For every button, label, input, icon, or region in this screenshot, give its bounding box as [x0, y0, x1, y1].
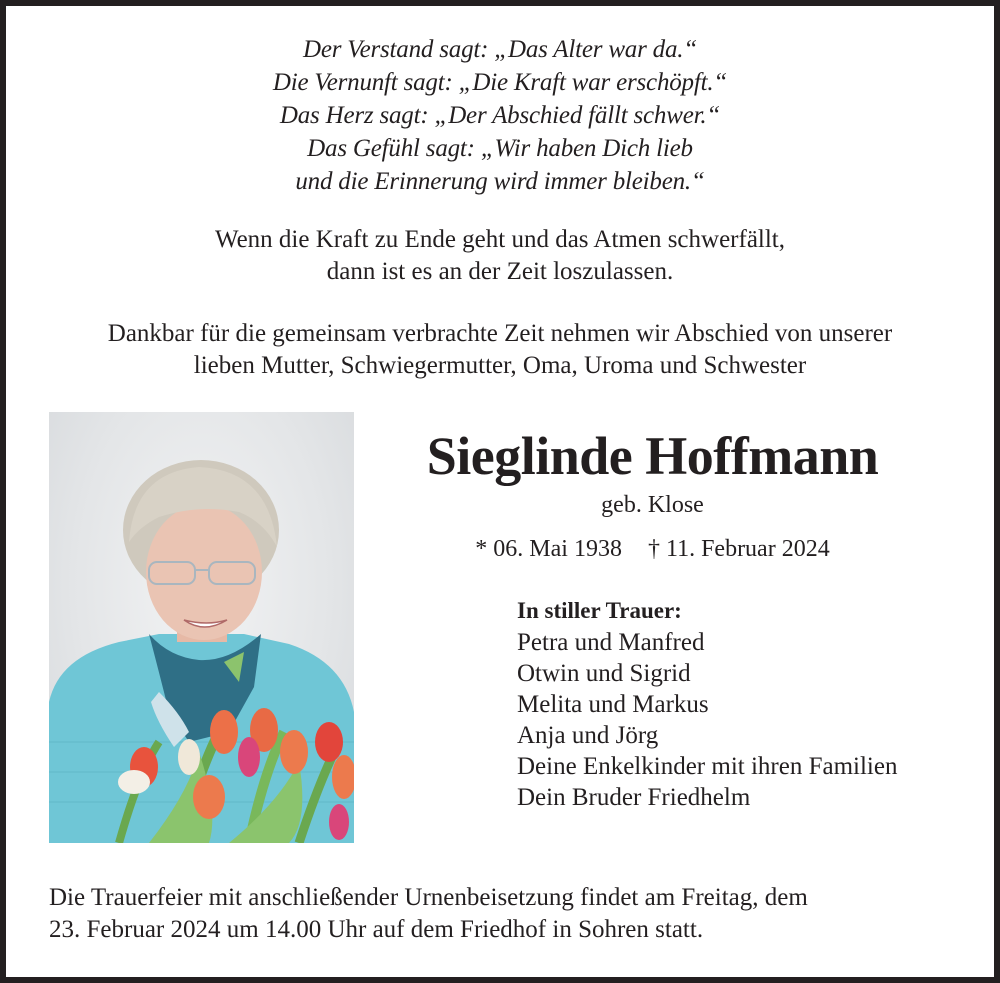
poem [0, 33, 1000, 198]
service-line: 23. Februar 2024 um 14.00 Uhr auf dem Friedhof in Sohren statt. [49, 916, 704, 943]
mourner-name: Anja und Jörg [517, 722, 659, 749]
poem-line: Das Herz sagt: „Der Abschied fällt schwer.“ [279, 102, 721, 129]
funeral-service-info [49, 882, 808, 946]
mourner-name: Deine Enkelkinder mit ihren Familien [517, 753, 898, 780]
service-line: Die Trauerfeier mit anschließender Urnenbeisetzung findet am Freitag, dem [49, 884, 808, 911]
poem-line: Das Gefühl sagt: „Wir haben Dich lieb [307, 135, 693, 162]
poem-line: Der Verstand sagt: „Das Alter war da.“ [302, 36, 698, 63]
mourner-name: Petra und Manfred [517, 629, 705, 656]
life-dates [360, 534, 945, 564]
portrait-photo [49, 412, 354, 843]
birth-date: * 06. Mai 1938 [475, 536, 622, 562]
maiden-name: geb. Klose [601, 492, 704, 518]
mourner-name: Dein Bruder Friedhelm [517, 784, 751, 811]
verse-line: dann ist es an der Zeit loszulassen. [326, 258, 674, 285]
intro-text [0, 318, 1000, 382]
mourner-name: Melita und Markus [517, 691, 709, 718]
mourner-name: Otwin und Sigrid [517, 660, 691, 687]
portrait-illustration [49, 412, 354, 843]
poem-line: Die Vernunft sagt: „Die Kraft war erschöpft.“ [272, 69, 728, 96]
intro-line: Dankbar für die gemeinsam verbrachte Zeit nehmen wir Abschied von unserer [107, 320, 893, 347]
mourners-heading: In stiller Trauer: [517, 598, 682, 623]
intro-line: lieben Mutter, Schwiegermutter, Oma, Uroma und Schwester [193, 352, 807, 379]
mourners-list [517, 595, 897, 813]
death-date: † 11. Februar 2024 [647, 536, 830, 562]
verse-line: Wenn die Kraft zu Ende geht und das Atmen schwerfällt, [214, 226, 786, 253]
verse [0, 224, 1000, 288]
deceased-name: Sieglinde Hoffmann [426, 426, 879, 486]
poem-line: und die Erinnerung wird immer bleiben.“ [295, 168, 705, 195]
